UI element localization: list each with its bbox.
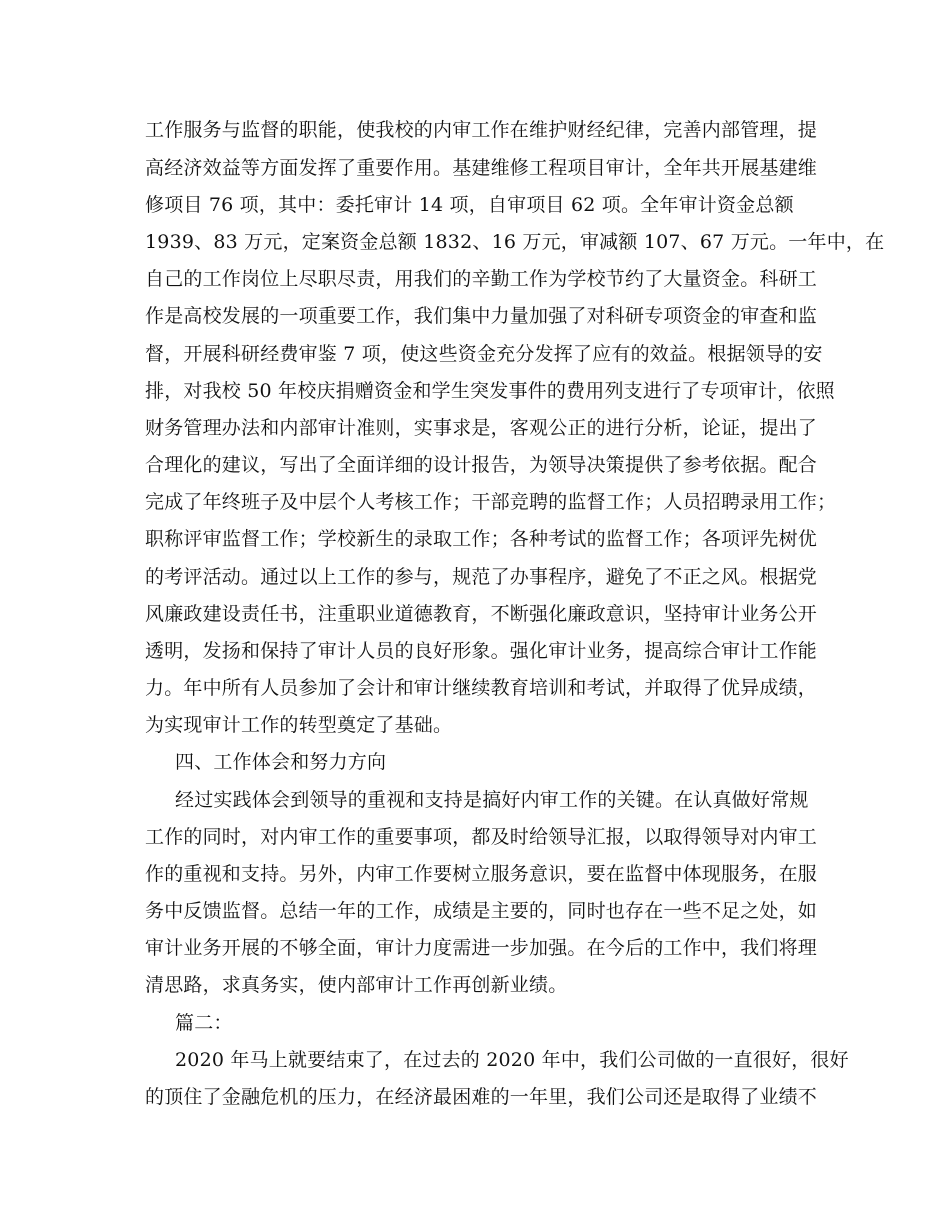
body-text-line: 合理化的建议，写出了全面详细的设计报告，为领导决策提供了参考依据。配合 bbox=[145, 454, 818, 476]
body-text-line: 督，开展科研经费审鉴 7 项，使这些资金充分发挥了应有的效益。根据领导的安 bbox=[145, 343, 823, 365]
body-text-line: 风廉政建设责任书，注重职业道德教育，不断强化廉政意识，坚持审计业务公开 bbox=[145, 603, 818, 625]
body-text-line: 清思路，求真务实，使内部审计工作再创新业绩。 bbox=[145, 974, 568, 996]
body-text-line: 审计业务开展的不够全面，审计力度需进一步加强。在今后的工作中，我们将理 bbox=[145, 937, 818, 959]
body-text-line: 1939、83 万元，定案资金总额 1832、16 万元，审减额 107、67 万元。一年中，在 bbox=[145, 231, 885, 253]
body-text-line: 力。年中所有人员参加了会计和审计继续教育培训和考试，并取得了优异成绩， bbox=[145, 677, 818, 699]
body-text-line: 工作服务与监督的职能，使我校的内审工作在维护财经纪律，完善内部管理，提 bbox=[145, 119, 818, 141]
body-text-line: 完成了年终班子及中层个人考核工作；干部竞聘的监督工作；人员招聘录用工作； bbox=[145, 491, 837, 513]
body-text-line: 排，对我校 50 年校庆捐赠资金和学生突发事件的费用列支进行了专项审计，依照 bbox=[145, 380, 835, 402]
body-text-line: 作是高校发展的一项重要工作，我们集中力量加强了对科研专项资金的审查和监 bbox=[145, 305, 818, 327]
body-text-line: 2020 年马上就要结束了，在过去的 2020 年中，我们公司做的一直很好，很好 bbox=[175, 1049, 849, 1071]
section-heading: 篇二： bbox=[175, 1012, 233, 1034]
body-text-line: 修项目 76 项，其中：委托审计 14 项，自审项目 62 项。全年审计资金总额 bbox=[145, 194, 794, 216]
body-text-line: 的顶住了金融危机的压力，在经济最困难的一年里，我们公司还是取得了业绩不 bbox=[145, 1086, 818, 1108]
body-text-line: 经过实践体会到领导的重视和支持是搞好内审工作的关键。在认真做好常规 bbox=[175, 789, 809, 811]
body-text-line: 高经济效益等方面发挥了重要作用。基建维修工程项目审计，全年共开展基建维 bbox=[145, 157, 818, 179]
body-text-line: 作的重视和支持。另外，内审工作要树立服务意识，要在监督中体现服务，在服 bbox=[145, 863, 818, 885]
body-text-line: 务中反馈监督。总结一年的工作，成绩是主要的，同时也存在一些不足之处，如 bbox=[145, 900, 818, 922]
body-text-line: 自己的工作岗位上尽职尽责，用我们的辛勤工作为学校节约了大量资金。科研工 bbox=[145, 268, 818, 290]
body-text-line: 财务管理办法和内部审计准则，实事求是，客观公正的进行分析，论证，提出了 bbox=[145, 417, 818, 439]
body-text-line: 透明，发扬和保持了审计人员的良好形象。强化审计业务，提高综合审计工作能 bbox=[145, 640, 818, 662]
body-text-line: 职称评审监督工作；学校新生的录取工作；各种考试的监督工作；各项评先树优 bbox=[145, 528, 818, 550]
body-text-line: 工作的同时，对内审工作的重要事项，都及时给领导汇报，以取得领导对内审工 bbox=[145, 826, 818, 848]
body-text-line: 的考评活动。通过以上工作的参与，规范了办事程序，避免了不正之风。根据党 bbox=[145, 566, 818, 588]
section-heading: 四、工作体会和努力方向 bbox=[175, 751, 387, 773]
body-text-line: 为实现审计工作的转型奠定了基础。 bbox=[145, 714, 453, 736]
